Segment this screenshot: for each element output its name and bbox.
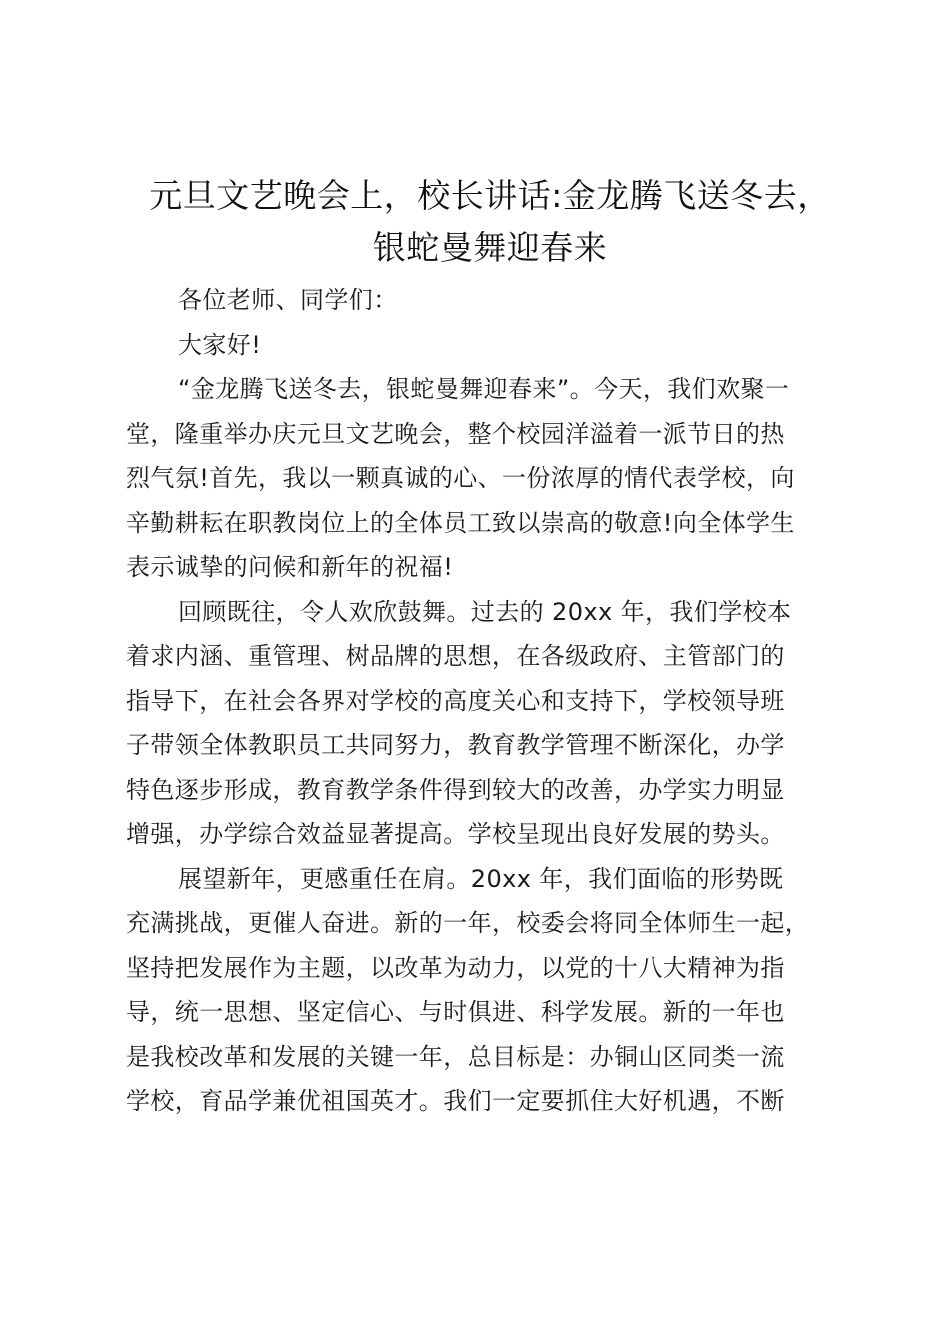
greeting-paragraph xyxy=(126,323,838,368)
text-line: 各位老师、同学们： xyxy=(178,286,398,314)
text-line: 增强，办学综合效益显著提高。学校呈现出良好发展的势头。 xyxy=(126,820,785,848)
text-line: 坚持把发展作为主题，以改革为动力，以党的十八大精神为指 xyxy=(126,953,785,982)
text-line: 着求内涵、重管理、树品牌的思想，在各级政府、主管部门的 xyxy=(126,642,785,670)
title-line: 银蛇曼舞迎春来 xyxy=(372,228,608,267)
text-line: 辛勤耕耘在职教岗位上的全体员工致以崇高的敬意!向全体学生 xyxy=(126,508,795,537)
text-line: 充满挑战，更催人奋进。新的一年，校委会将同全体师生一起， xyxy=(126,909,810,937)
text-line: 烈气氛!首先，我以一颗真诚的心、一份浓厚的情代表学校，向 xyxy=(126,464,795,492)
text-line: 大家好! xyxy=(178,330,262,359)
text-line: 学校，育品学兼优祖国英才。我们一定要抓住大好机遇，不断 xyxy=(126,1087,785,1115)
text-line: 子带领全体教职员工共同努力，教育教学管理不断深化，办学 xyxy=(126,731,785,759)
review-paragraph xyxy=(126,590,838,857)
text-line: 是我校改革和发展的关键一年，总目标是：办铜山区同类一流 xyxy=(126,1042,785,1071)
document-title xyxy=(110,170,870,274)
text-line: 展望新年，更感重任在肩。20xx 年，我们面临的形势既 xyxy=(178,864,784,893)
opening-paragraph xyxy=(126,367,838,590)
text-line: 特色逐步形成，教育教学条件得到较大的改善，办学实力明显 xyxy=(126,775,785,804)
text-line: 指导下，在社会各界对学校的高度关心和支持下，学校领导班 xyxy=(126,686,785,715)
title-line: 元旦文艺晚会上，校长讲话:金龙腾飞送冬去， xyxy=(149,176,831,215)
text-line: 导，统一思想、坚定信心、与时俱进、科学发展。新的一年也 xyxy=(126,998,785,1026)
text-line: “金龙腾飞送冬去，银蛇曼舞迎春来”。今天，我们欢聚一 xyxy=(178,375,790,403)
outlook-paragraph xyxy=(126,857,838,1124)
text-line: 堂，隆重举办庆元旦文艺晚会，整个校园洋溢着一派节日的热 xyxy=(126,419,785,448)
text-line: 回顾既往，令人欢欣鼓舞。过去的 20xx 年，我们学校本 xyxy=(178,597,792,626)
text-line: 表示诚挚的问候和新年的祝福! xyxy=(126,553,454,581)
document-body xyxy=(126,278,838,1124)
salutation-paragraph xyxy=(126,278,838,323)
